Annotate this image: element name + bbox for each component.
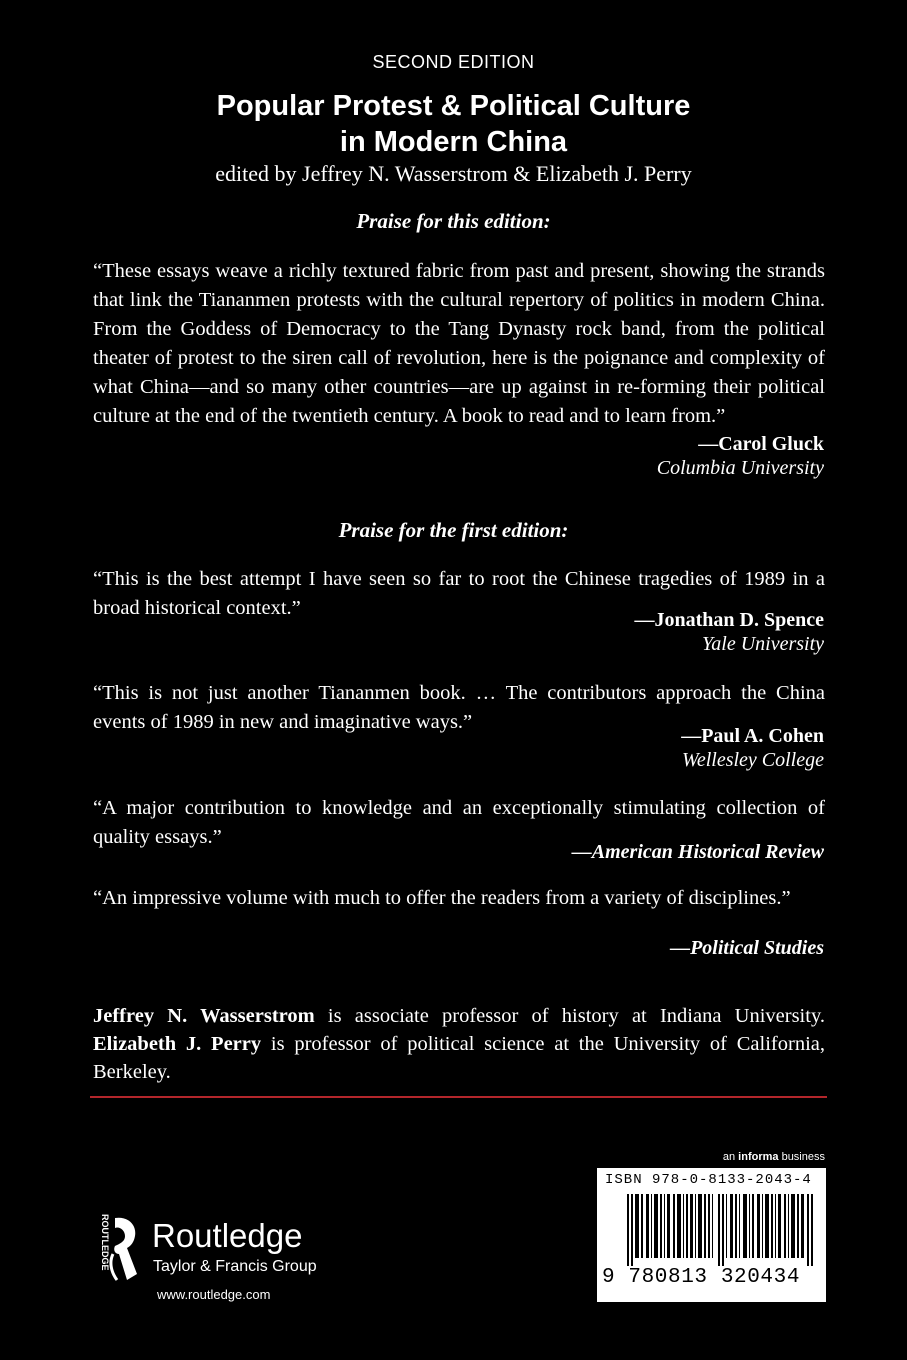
cohen-quote: “This is not just another Tiananmen book. … The contributors approach the China events of 1989 in new and imaginative ways.” — [93, 682, 825, 733]
bio-name-wasserstrom: Jeffrey N. Wasserstrom — [93, 1005, 315, 1027]
spence-quote: “This is the best attempt I have seen so far to root the Chinese tragedies of 1989 in a broad historical context.” — [93, 568, 825, 619]
routledge-wordmark: Routledge — [152, 1217, 303, 1254]
political-studies-source: —Political Studies — [670, 937, 824, 959]
barcode-bars — [627, 1194, 817, 1266]
gluck-name: —Carol Gluck — [698, 433, 824, 455]
spence-attribution — [635, 608, 824, 656]
taylor-francis-group: Taylor & Francis Group — [153, 1258, 317, 1275]
edition-label: SECOND EDITION — [372, 52, 535, 72]
red-divider — [90, 1096, 827, 1098]
ahr-source: —American Historical Review — [571, 841, 824, 863]
book-title — [0, 88, 907, 160]
bio-text-wasserstrom: is associate professor of history at Indiana University. — [314, 1005, 825, 1027]
routledge-logo-icon — [93, 1214, 149, 1284]
political-studies-attribution — [670, 936, 824, 960]
cohen-name: —Paul A. Cohen — [681, 725, 824, 747]
praise-first-edition-heading: Praise for the first edition: — [338, 518, 569, 542]
ahr-attribution — [572, 840, 824, 864]
political-studies-quote: “An impressive volume with much to offer the readers from a variety of disciplines.” — [93, 887, 791, 909]
publisher-url[interactable]: www.routledge.com — [157, 1287, 271, 1302]
bio-text-perry: is professor of political science at the University of California, Berkeley. — [93, 1033, 825, 1083]
isbn-text: ISBN 978-0-8133-2043-4 — [605, 1172, 812, 1188]
ahr-quote: “A major contribution to knowledge and an exceptionally stimulating collection of quality essays.” — [93, 797, 825, 848]
gluck-affiliation: Columbia University — [656, 457, 824, 479]
spence-affiliation: Yale University — [701, 633, 824, 655]
editor-bios — [93, 1002, 825, 1086]
cohen-affiliation: Wellesley College — [682, 749, 824, 771]
gluck-quote: “These essays weave a richly textured fabric from past and present, showing the strands that link the Tiananmen protests with the cultural repertory of politics in modern China. From the Goddess of Democracy to the Tang Dynasty rock band, from the political theater of protest to the siren call of revolution, here is the poignance and complexity of what China—and so many other countries—are up against in re-forming their political culture at the end of the twentieth century. A book to read and to learn from.” — [93, 260, 825, 427]
spence-name: —Jonathan D. Spence — [634, 609, 824, 631]
bio-name-perry: Elizabeth J. Perry — [93, 1033, 262, 1055]
title-line-1: Popular Protest & Political Culture — [216, 90, 691, 122]
routledge-vertical-wordmark: ROUTLEDGE — [100, 1214, 110, 1271]
barcode-number: 9 780813 320434 — [602, 1266, 801, 1289]
praise-this-edition-heading: Praise for this edition: — [356, 209, 551, 233]
editors-line: edited by Jeffrey N. Wasserstrom & Elizabeth J. Perry — [215, 161, 692, 186]
gluck-attribution — [657, 432, 824, 480]
title-line-2: in Modern China — [339, 126, 568, 158]
barcode — [597, 1168, 826, 1302]
informa-business-label: an informa business — [722, 1151, 825, 1163]
cohen-attribution — [681, 724, 824, 772]
